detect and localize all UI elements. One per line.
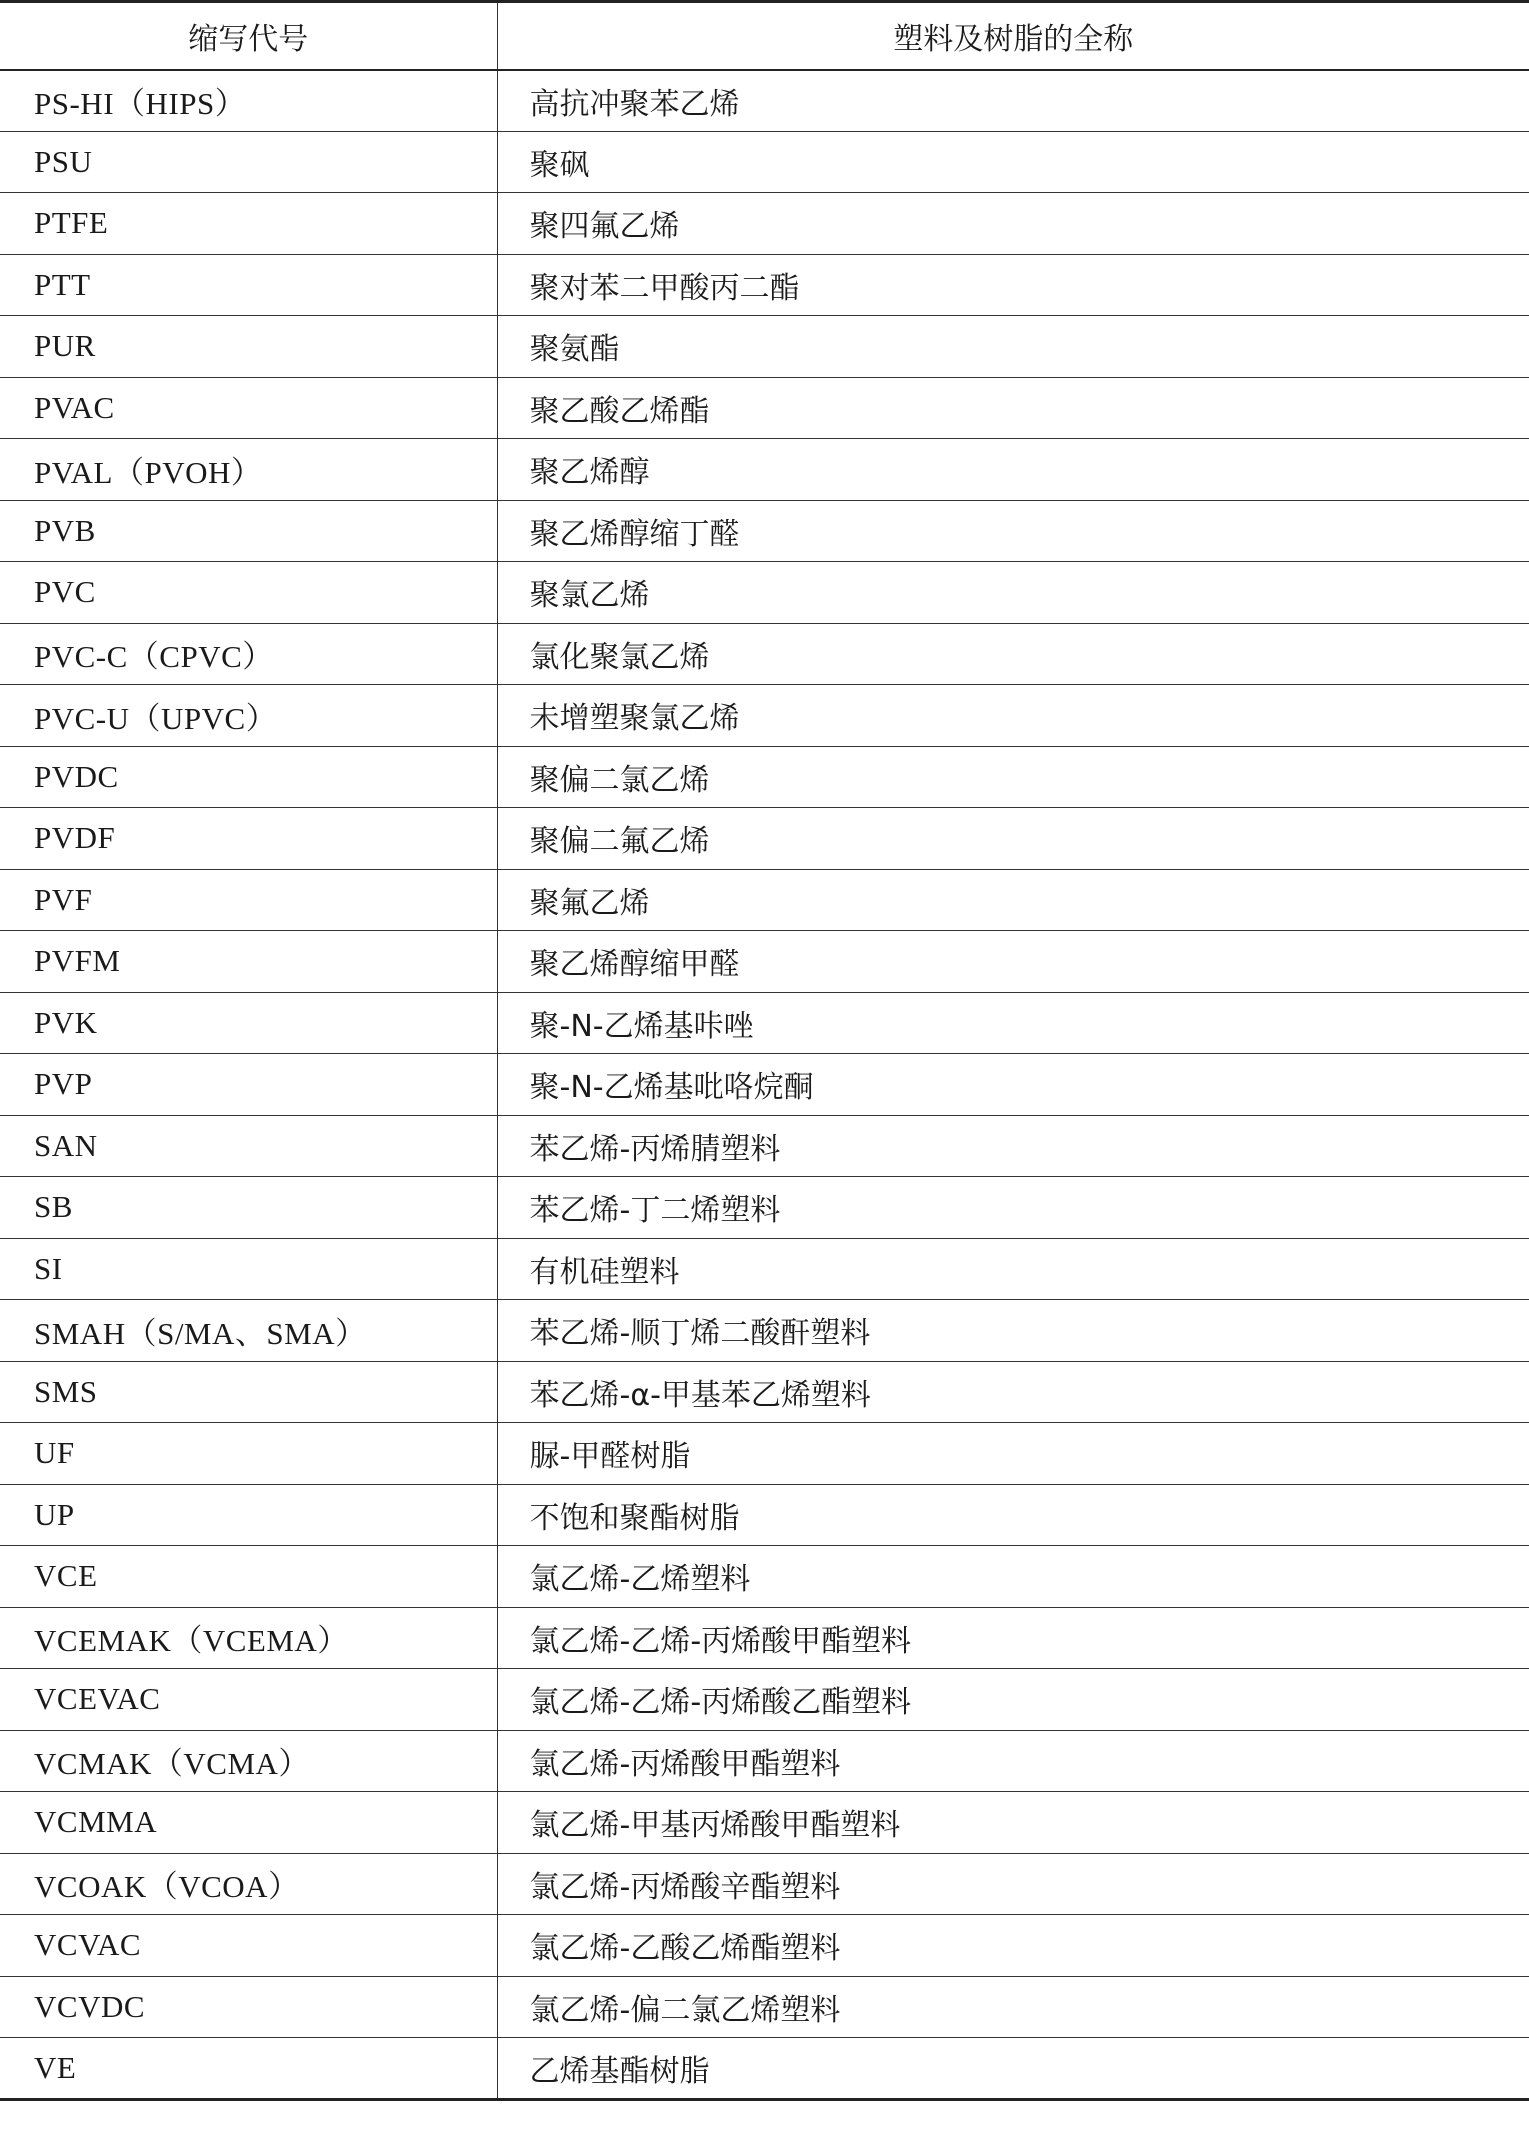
header-abbreviation-code: 缩写代号 — [0, 2, 497, 70]
abbreviation-code-cell: VE — [0, 2038, 497, 2100]
abbreviation-code-cell: PUR — [0, 316, 497, 378]
table-row — [0, 808, 1529, 870]
abbreviation-code-cell: PVF — [0, 869, 497, 931]
abbreviation-code-cell: PVP — [0, 1054, 497, 1116]
abbreviation-code-cell: PVC — [0, 562, 497, 624]
abbreviation-code-cell: SI — [0, 1238, 497, 1300]
abbreviation-code-cell: VCMMA — [0, 1792, 497, 1854]
table-row — [0, 1054, 1529, 1116]
abbreviation-code-cell: UF — [0, 1423, 497, 1485]
full-name-cell: 不饱和聚酯树脂 — [497, 1484, 1529, 1546]
table-row — [0, 500, 1529, 562]
table-row — [0, 1177, 1529, 1239]
table-header — [0, 2, 1529, 70]
abbreviation-code-cell: VCEVAC — [0, 1669, 497, 1731]
table-row — [0, 1915, 1529, 1977]
table-row — [0, 869, 1529, 931]
table-body — [0, 70, 1529, 2100]
table-row — [0, 254, 1529, 316]
table-row — [0, 131, 1529, 193]
full-name-cell: 聚偏二氯乙烯 — [497, 746, 1529, 808]
full-name-cell: 聚-N-乙烯基吡咯烷酮 — [497, 1054, 1529, 1116]
abbreviation-code-cell: SMS — [0, 1361, 497, 1423]
full-name-cell: 聚偏二氟乙烯 — [497, 808, 1529, 870]
full-name-cell: 氯化聚氯乙烯 — [497, 623, 1529, 685]
full-name-cell: 氯乙烯-丙烯酸甲酯塑料 — [497, 1730, 1529, 1792]
table-row — [0, 1669, 1529, 1731]
full-name-cell: 氯乙烯-乙烯-丙烯酸甲酯塑料 — [497, 1607, 1529, 1669]
table-row — [0, 1730, 1529, 1792]
full-name-cell: 高抗冲聚苯乙烯 — [497, 70, 1529, 132]
table-row — [0, 562, 1529, 624]
table-row — [0, 1484, 1529, 1546]
table-row — [0, 1792, 1529, 1854]
table-row — [0, 1853, 1529, 1915]
abbreviation-code-cell: PTFE — [0, 193, 497, 255]
full-name-cell: 乙烯基酯树脂 — [497, 2038, 1529, 2100]
full-name-cell: 聚乙烯醇缩甲醛 — [497, 931, 1529, 993]
full-name-cell: 氯乙烯-丙烯酸辛酯塑料 — [497, 1853, 1529, 1915]
table-row — [0, 316, 1529, 378]
full-name-cell: 脲-甲醛树脂 — [497, 1423, 1529, 1485]
abbreviation-code-cell: SB — [0, 1177, 497, 1239]
abbreviation-code-cell: VCOAK（VCOA） — [0, 1853, 497, 1915]
abbreviation-code-cell: VCMAK（VCMA） — [0, 1730, 497, 1792]
full-name-cell: 聚氯乙烯 — [497, 562, 1529, 624]
table-row — [0, 1607, 1529, 1669]
abbreviation-code-cell: PVFM — [0, 931, 497, 993]
full-name-cell: 未增塑聚氯乙烯 — [497, 685, 1529, 747]
abbreviation-code-cell: VCVDC — [0, 1976, 497, 2038]
abbreviation-code-cell: VCEMAK（VCEMA） — [0, 1607, 497, 1669]
table-row — [0, 931, 1529, 993]
full-name-cell: 苯乙烯-丁二烯塑料 — [497, 1177, 1529, 1239]
table-row — [0, 623, 1529, 685]
table-row — [0, 193, 1529, 255]
abbreviation-code-cell: PVAC — [0, 377, 497, 439]
table-row — [0, 1976, 1529, 2038]
abbreviation-code-cell: PTT — [0, 254, 497, 316]
full-name-cell: 苯乙烯-α-甲基苯乙烯塑料 — [497, 1361, 1529, 1423]
abbreviation-code-cell: VCVAC — [0, 1915, 497, 1977]
table-row — [0, 1238, 1529, 1300]
abbreviation-code-cell: PVC-U（UPVC） — [0, 685, 497, 747]
table-row — [0, 685, 1529, 747]
table-row — [0, 70, 1529, 132]
header-row — [0, 2, 1529, 70]
abbreviation-code-cell: PVB — [0, 500, 497, 562]
full-name-cell: 氯乙烯-乙烯塑料 — [497, 1546, 1529, 1608]
abbreviation-code-cell: PVK — [0, 992, 497, 1054]
full-name-cell: 苯乙烯-丙烯腈塑料 — [497, 1115, 1529, 1177]
abbreviation-code-cell: SMAH（S/MA、SMA） — [0, 1300, 497, 1362]
table-row — [0, 377, 1529, 439]
full-name-cell: 氯乙烯-甲基丙烯酸甲酯塑料 — [497, 1792, 1529, 1854]
full-name-cell: 氯乙烯-偏二氯乙烯塑料 — [497, 1976, 1529, 2038]
table-row — [0, 439, 1529, 501]
full-name-cell: 有机硅塑料 — [497, 1238, 1529, 1300]
full-name-cell: 聚砜 — [497, 131, 1529, 193]
abbreviation-code-cell: UP — [0, 1484, 497, 1546]
abbreviation-code-cell: PVDC — [0, 746, 497, 808]
full-name-cell: 聚-N-乙烯基咔唑 — [497, 992, 1529, 1054]
full-name-cell: 聚乙烯醇缩丁醛 — [497, 500, 1529, 562]
abbreviation-code-cell: PSU — [0, 131, 497, 193]
full-name-cell: 聚氨酯 — [497, 316, 1529, 378]
full-name-cell: 氯乙烯-乙烯-丙烯酸乙酯塑料 — [497, 1669, 1529, 1731]
header-full-name: 塑料及树脂的全称 — [497, 2, 1529, 70]
full-name-cell: 聚四氟乙烯 — [497, 193, 1529, 255]
table-row — [0, 746, 1529, 808]
table-row — [0, 992, 1529, 1054]
table-row — [0, 1300, 1529, 1362]
table-row — [0, 2038, 1529, 2100]
full-name-cell: 聚乙酸乙烯酯 — [497, 377, 1529, 439]
abbreviation-code-cell: PVAL（PVOH） — [0, 439, 497, 501]
full-name-cell: 聚乙烯醇 — [497, 439, 1529, 501]
table-row — [0, 1361, 1529, 1423]
abbreviation-code-cell: PS-HI（HIPS） — [0, 70, 497, 132]
abbreviation-code-cell: VCE — [0, 1546, 497, 1608]
table-row — [0, 1423, 1529, 1485]
table-row — [0, 1115, 1529, 1177]
full-name-cell: 聚对苯二甲酸丙二酯 — [497, 254, 1529, 316]
abbreviation-code-cell: SAN — [0, 1115, 497, 1177]
full-name-cell: 苯乙烯-顺丁烯二酸酐塑料 — [497, 1300, 1529, 1362]
full-name-cell: 氯乙烯-乙酸乙烯酯塑料 — [497, 1915, 1529, 1977]
abbreviation-code-cell: PVC-C（CPVC） — [0, 623, 497, 685]
abbreviation-code-cell: PVDF — [0, 808, 497, 870]
full-name-cell: 聚氟乙烯 — [497, 869, 1529, 931]
table-row — [0, 1546, 1529, 1608]
